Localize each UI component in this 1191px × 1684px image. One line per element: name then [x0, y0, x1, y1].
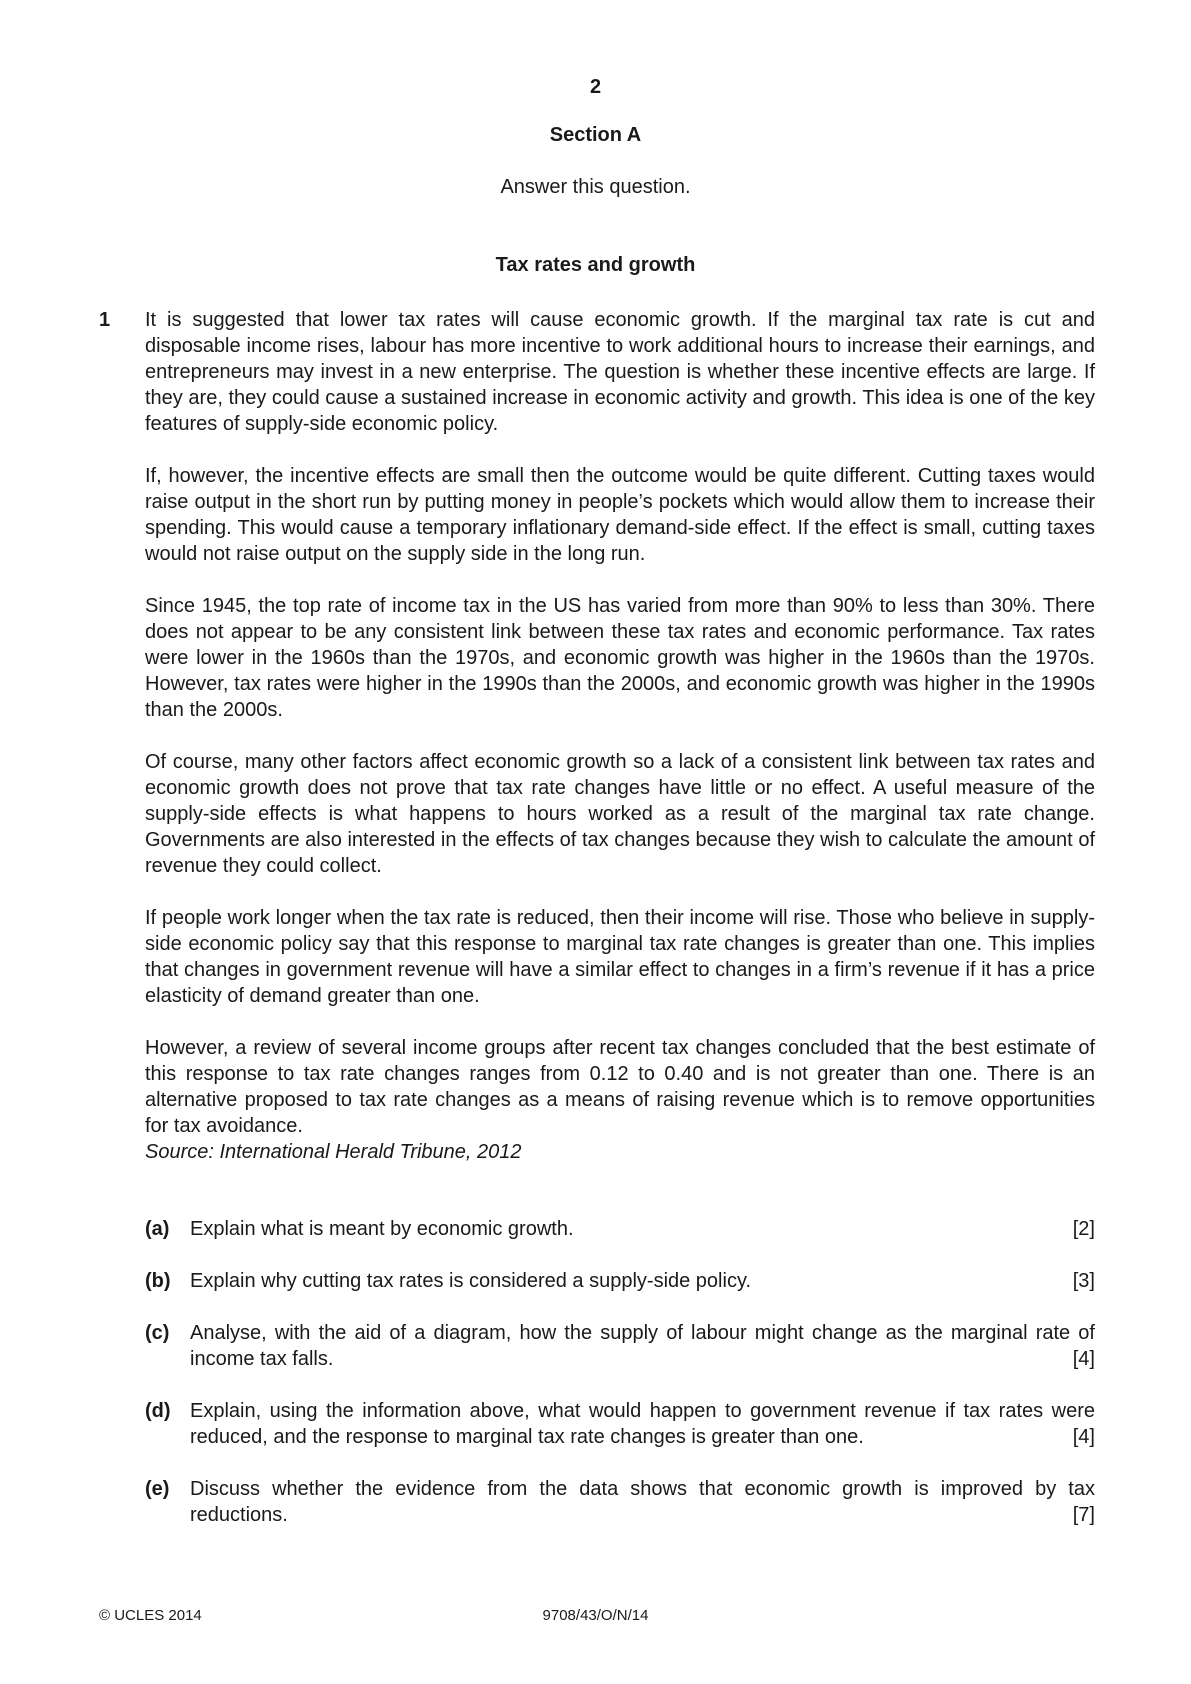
part-mark: [4] — [1072, 1348, 1095, 1370]
question-part-c — [145, 1320, 1095, 1372]
instruction-text: Answer this question. — [500, 176, 691, 198]
article-paragraph-6: However, a review of several income groups after recent tax changes concluded that the best estimate of this response to tax rate changes ranges from 0.12 to 0.40 and is not greater than one. There is an alternative proposed to tax rate changes as a means of raising revenue which is to remove opportunities for tax avoidance. — [145, 1037, 1095, 1137]
article-paragraph-1: It is suggested that lower tax rates will cause economic growth. If the marginal tax rate is cut and disposable income rises, labour has more incentive to work additional hours to increase their earnings, and entrepreneurs may invest in a new enterprise. The question is whether these incentive effects are large. If they are, they could cause a sustained increase in economic activity and growth. This idea is one of the key features of supply-side economic policy. — [145, 309, 1095, 435]
page-number: 2 — [589, 76, 602, 98]
question-number: 1 — [99, 309, 111, 331]
source-citation: Source: International Herald Tribune, 2012 — [145, 1141, 522, 1163]
footer-copyright: © UCLES 2014 — [99, 1607, 202, 1624]
part-mark: [3] — [1072, 1270, 1095, 1292]
part-mark: [2] — [1072, 1218, 1095, 1240]
part-text: Explain, using the information above, what would happen to government revenue if tax rates were reduced, and the response to marginal tax rate changes is greater than one. — [190, 1400, 1095, 1448]
article-paragraph-3: Since 1945, the top rate of income tax in the US has varied from more than 90% to less than 30%. There does not appear to be any consistent link between these tax rates and economic performance. Tax rates were lower in the 1960s than the 1970s, and economic growth was higher in the 1960s than the 1970s. However, tax rates were higher in the 1990s than the 2000s, and economic growth was higher in the 1990s than the 2000s. — [145, 595, 1095, 721]
part-text: Discuss whether the evidence from the data shows that economic growth is improved by tax reductions. — [190, 1478, 1095, 1526]
part-label: (e) — [145, 1478, 170, 1500]
part-body — [190, 1476, 1095, 1528]
article-paragraph-4: Of course, many other factors affect economic growth so a lack of a consistent link between tax rates and economic growth does not prove that tax rate changes have little or no effect. A useful measure of the supply-side effects is what happens to hours worked as a result of the marginal tax rate change. Governments are also interested in the effects of tax changes because they wish to calculate the amount of revenue they could collect. — [145, 751, 1095, 877]
article-paragraph-2: If, however, the incentive effects are small then the outcome would be quite different. Cutting taxes would raise output in the short run by putting money in people’s pockets which would allow them to increase their spending. This would cause a temporary inflationary demand-side effect. If the effect is small, cutting taxes would not raise output on the supply side in the long run. — [145, 465, 1095, 565]
article-heading: Tax rates and growth — [495, 254, 696, 276]
part-text: Explain why cutting tax rates is considered a supply-side policy. — [190, 1270, 752, 1292]
part-body — [190, 1320, 1095, 1372]
question-part-e — [145, 1476, 1095, 1528]
article-paragraph-5: If people work longer when the tax rate is reduced, then their income will rise. Those who believe in supply-side economic policy say that this response to marginal tax rate changes is greater than one. This implies that changes in government revenue will have a similar effect to changes in a firm’s revenue if it has a price elasticity of demand greater than one. — [145, 907, 1095, 1007]
part-mark: [4] — [1072, 1426, 1095, 1448]
part-label: (d) — [145, 1400, 171, 1422]
part-label: (a) — [145, 1218, 170, 1240]
footer-paper-code: 9708/43/O/N/14 — [542, 1607, 649, 1624]
part-label: (c) — [145, 1322, 170, 1344]
article-body — [145, 307, 1095, 1191]
question-part-d — [145, 1398, 1095, 1450]
part-body — [190, 1268, 1095, 1294]
section-title: Section A — [549, 124, 642, 146]
part-mark: [7] — [1072, 1504, 1095, 1526]
question-parts — [145, 1216, 1095, 1554]
question-part-a — [145, 1216, 1095, 1242]
question-part-b — [145, 1268, 1095, 1294]
part-body — [190, 1216, 1095, 1242]
part-label: (b) — [145, 1270, 171, 1292]
part-text: Analyse, with the aid of a diagram, how the supply of labour might change as the marginal rate of income tax falls. — [190, 1322, 1095, 1370]
part-text: Explain what is meant by economic growth. — [190, 1218, 574, 1240]
part-body — [190, 1398, 1095, 1450]
